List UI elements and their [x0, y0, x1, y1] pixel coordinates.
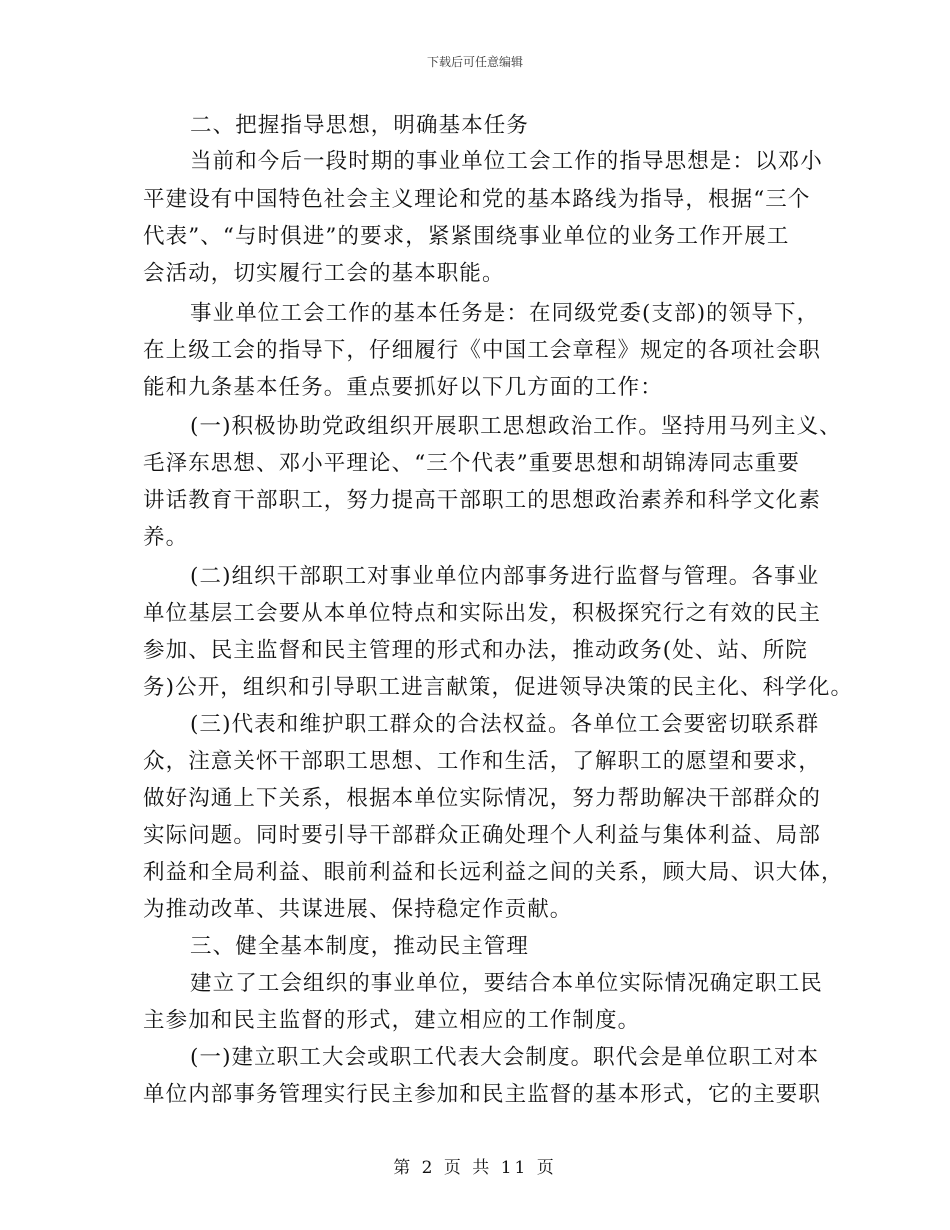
heading-line: 二、把握指导思想，明确基本任务	[190, 113, 530, 138]
text-line: 单位内部事务管理实行民主参加和民主监督的基本形式，它的主要职	[143, 1082, 822, 1107]
text-line: 讲话教育干部职工，努力提高干部职工的思想政治素养和科学文化素	[143, 488, 822, 513]
text-line: 单位基层工会要从本单位特点和实际出发，积极探究行之有效的民主	[143, 601, 822, 626]
text-line: 代表”、“与时俱进”的要求，紧紧围绕事业单位的业务工作开展工	[143, 224, 790, 249]
text-line: 做好沟通上下关系，根据本单位实际情况，努力帮助解决干部群众的	[143, 786, 822, 811]
text-line: 参加、民主监督和民主管理的形式和办法，推动政务(处、站、所院	[143, 638, 808, 663]
text-line: 在上级工会的指导下，仔细履行《中国工会章程》规定的各项社会职	[143, 338, 822, 363]
text-line: 为推动改革、共谋进展、保持稳定作贡献。	[143, 897, 573, 922]
text-line: 养。	[143, 525, 189, 550]
text-line: 利益和全局利益、眼前利益和长远利益之间的关系，顾大局、识大体，	[143, 860, 844, 885]
text-line: 平建设有中国特色社会主义理论和党的基本路线为指导，根据“三个	[143, 187, 811, 212]
text-line: 能和九条基本任务。重点要抓好以下几方面的工作：	[143, 375, 663, 400]
text-line: 事业单位工会工作的基本任务是：在同级党委(支部)的领导下，	[190, 301, 820, 326]
text-line: 众，注意关怀干部职工思想、工作和生活，了解职工的愿望和要求，	[143, 749, 822, 774]
text-line: (二)组织干部职工对事业单位内部事务进行监督与管理。各事业	[190, 564, 820, 589]
text-line: (一)积极协助党政组织开展职工思想政治工作。坚持用马列主义、	[190, 414, 842, 439]
text-line: 实际问题。同时要引导干部群众正确处理个人利益与集体利益、局部	[143, 823, 822, 848]
text-line: 务)公开，组织和引导职工进言献策，促进领导决策的民主化、科学化。	[143, 675, 854, 700]
text-line: 会活动，切实履行工会的基本职能。	[143, 261, 505, 286]
text-line: (一)建立职工大会或职工代表大会制度。职代会是单位职工对本	[190, 1045, 820, 1070]
page-footer: 第 2 页 共 11 页	[393, 1158, 557, 1178]
text-line: 毛泽东思想、邓小平理论、“三个代表”重要思想和胡锦涛同志重要	[143, 451, 800, 476]
heading-line: 三、健全基本制度，推动民主管理	[190, 934, 530, 959]
text-line: 当前和今后一段时期的事业单位工会工作的指导思想是：以邓小	[190, 149, 823, 174]
text-line: (三)代表和维护职工群众的合法权益。各单位工会要密切联系群	[190, 712, 820, 737]
page-header: 下载后可任意编辑	[426, 55, 523, 69]
text-line: 建立了工会组织的事业单位，要结合本单位实际情况确定职工民	[190, 971, 823, 996]
text-line: 主参加和民主监督的形式，建立相应的工作制度。	[143, 1008, 641, 1033]
